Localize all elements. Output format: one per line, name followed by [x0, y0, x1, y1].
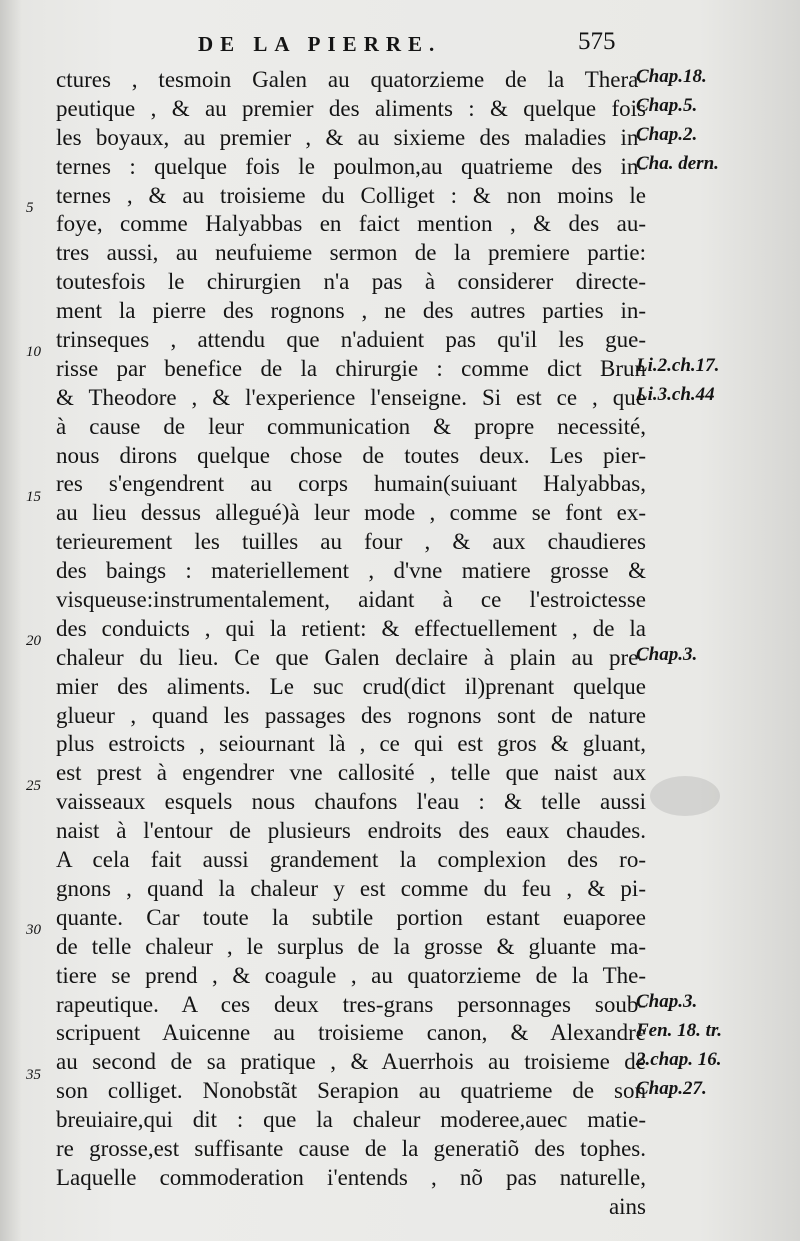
- line-number: 30: [26, 922, 41, 939]
- line-number: 25: [26, 777, 41, 794]
- page-number: 575: [578, 28, 616, 55]
- text-line: trinseques , attendu que n'aduient pas qu'il les gue-: [56, 327, 646, 353]
- text-line: naist à l'entour de plusieurs endroits des eaux chaudes.: [56, 818, 646, 844]
- text-line: mier des aliments. Le suc crud(dict il)prenant quelque: [56, 673, 646, 699]
- line-number: 10: [26, 344, 41, 361]
- running-head: DE LA PIERRE.: [198, 32, 442, 56]
- text-line: plus estroicts , seiournant là , ce qui est gros & gluant,: [56, 731, 646, 757]
- text-line: breuiaire,qui dit : que la chaleur moderee,auec matie-: [56, 1107, 646, 1133]
- text-line: toutesfois le chirurgien n'a pas à considerer directe-: [56, 269, 646, 295]
- margin-note: Chap.3.: [636, 644, 698, 665]
- text-line: vaisseaux esquels nous chaufons l'eau : & telle aussi: [56, 789, 646, 815]
- text-line: tres aussi, au neufuieme sermon de la premiere partie:: [56, 240, 646, 266]
- text-line: chaleur du lieu. Ce que Galen declaire à plain au pre-: [56, 644, 646, 670]
- text-line: glueur , quand les passages des rognons sont de nature: [56, 702, 646, 728]
- text-line: risse par benefice de la chirurgie : comme dict Brun: [56, 355, 646, 381]
- margin-note: Chap.27.: [636, 1077, 707, 1099]
- text-line: foye, comme Halyabbas en faict mention , & des au-: [56, 211, 646, 237]
- margin-note: Cha. dern.: [636, 152, 719, 174]
- text-line: des conduicts , qui la retient: & effectuellement , de la: [56, 615, 646, 641]
- text-line: gnons , quand la chaleur y est comme du feu , & pi-: [56, 875, 646, 901]
- text-line: scripuent Auicenne au troisieme canon, & Alexandre: [56, 1020, 646, 1046]
- text-line: nous dirons quelque chose de toutes deux. Les pier-: [56, 442, 646, 468]
- text-line: de telle chaleur , le surplus de la grosse & gluante ma-: [56, 933, 646, 959]
- page-header: [0, 28, 800, 68]
- text-line: re grosse,est suffisante cause de la generatiõ des tophes.: [56, 1135, 646, 1161]
- text-line: rapeutique. A ces deux tres-grans personnages soub-: [56, 991, 646, 1017]
- line-number: 5: [26, 199, 34, 216]
- text-line: son colliget. Nonobstãt Serapion au quatrieme de son: [56, 1078, 646, 1104]
- line-number: 15: [26, 488, 41, 505]
- text-line: ment la pierre des rognons , ne des autres parties in-: [56, 298, 646, 324]
- catchword: ains: [608, 1193, 646, 1219]
- text-line: res s'engendrent au corps humain(suiuant Halyabbas,: [56, 471, 646, 497]
- text-line: terieurement les tuilles au four , & aux chaudieres: [56, 529, 646, 555]
- line-number: 35: [26, 1066, 41, 1083]
- margin-note: Chap.18.: [636, 66, 707, 87]
- text-line: au lieu dessus allegué)à leur mode , comme se font ex-: [56, 500, 646, 526]
- text-line: peutique , & au premier des aliments : & quelque fois: [56, 95, 646, 121]
- text-line: au second de sa pratique , & Auerrhois au troisieme de: [56, 1049, 646, 1075]
- text-line: ternes : quelque fois le poulmon,au quatrieme des in-: [56, 153, 646, 179]
- text-line: des baings : materiellement , d'vne matiere grosse &: [56, 558, 646, 584]
- margin-note: 2.chap. 16.: [636, 1048, 722, 1070]
- line-number: 20: [26, 633, 41, 650]
- text-line: est prest à engendrer vne callosité , telle que naist aux: [56, 760, 646, 786]
- margin-note: Chap.2.: [636, 123, 698, 145]
- margin-note: Fen. 18. tr.: [636, 1019, 723, 1041]
- text-line: à cause de leur communication & propre necessité,: [56, 413, 646, 439]
- margin-note: Li.3.ch.44: [636, 383, 715, 405]
- margin-note: Chap.5.: [636, 94, 698, 116]
- body-text: [56, 66, 646, 1222]
- text-line: & Theodore , & l'experience l'enseigne. Si est ce , que: [56, 384, 646, 410]
- text-line: tiere se prend , & coagule , au quatorzieme de la The-: [56, 962, 646, 988]
- text-line: visqueuse:instrumentalement, aidant à ce l'estroictesse: [56, 587, 646, 613]
- text-line: quante. Car toute la subtile portion estant euaporee: [56, 904, 646, 930]
- ink-stain: [650, 776, 720, 816]
- text-line: les boyaux, au premier , & au sixieme des maladies in-: [56, 124, 646, 150]
- text-line: ctures , tesmoin Galen au quatorzieme de la Thera-: [56, 67, 646, 92]
- text-line: A cela fait aussi grandement la complexion des ro-: [56, 847, 646, 873]
- margin-note: Chap.3.: [636, 990, 698, 1012]
- text-line: ternes , & au troisieme du Colliget : & non moins le: [56, 182, 646, 208]
- margin-note: Li.2.ch.17.: [636, 355, 720, 376]
- text-line: Laquelle commoderation i'entends , nõ pas naturelle,: [56, 1164, 646, 1190]
